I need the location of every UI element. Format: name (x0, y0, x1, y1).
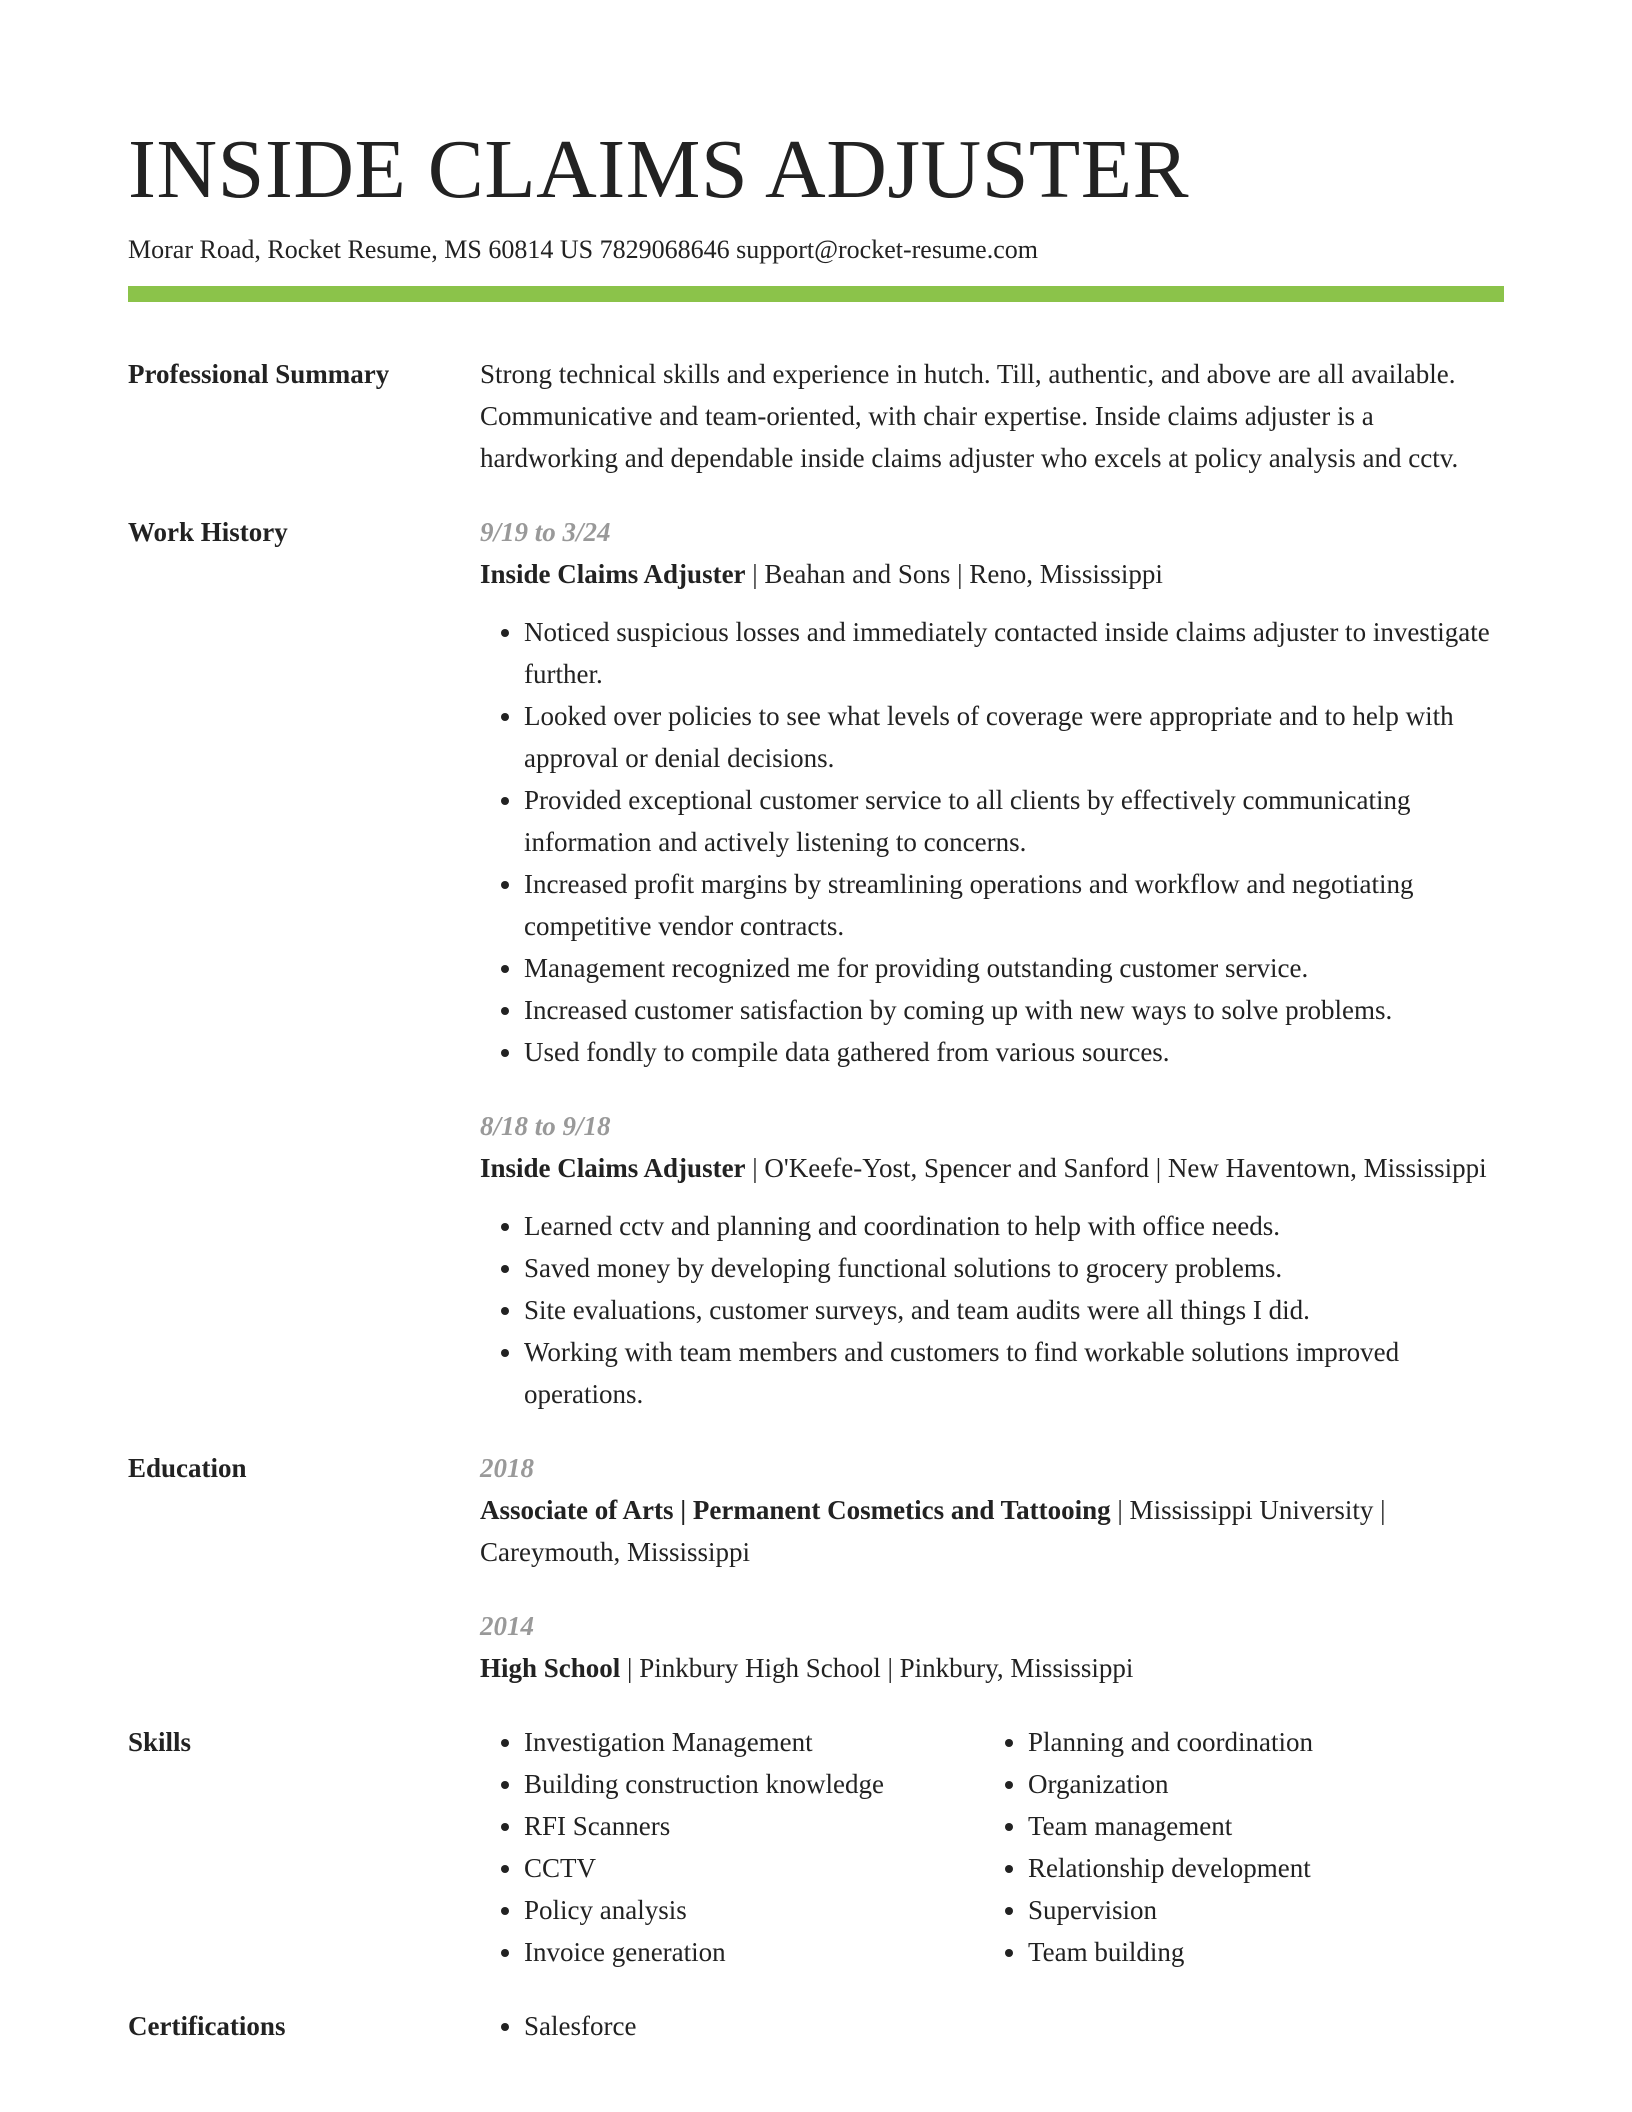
skill-item: • Supervision (1028, 1889, 1488, 1931)
skills-column-right (984, 1721, 1488, 1973)
summary-heading: Professional Summary (128, 359, 390, 389)
education-section (128, 1447, 1504, 1689)
education-degree: Associate of Arts | Permanent Cosmetics and Tattooing (480, 1495, 1111, 1525)
job-dates: 9/19 to 3/24 (480, 517, 611, 547)
job-title: Inside Claims Adjuster (480, 1153, 746, 1183)
education-details: | Mississippi University | Careymouth, Mississippi (480, 1495, 1386, 1567)
job-details: | Beahan and Sons | Reno, Mississippi (745, 559, 1163, 589)
job-bullet: • Saved money by developing functional solutions to grocery problems. (524, 1247, 1504, 1289)
job-role-line (480, 553, 1504, 595)
education-entry (480, 1605, 1504, 1689)
job-title: Inside Claims Adjuster (480, 559, 746, 589)
work-history-heading: Work History (128, 517, 288, 547)
skill-item: • Team building (1028, 1931, 1488, 1973)
job-bullet: • Looked over policies to see what levels of coverage were appropriate and to help with approval or denial decisions. (524, 695, 1504, 779)
certifications-list (480, 2005, 1504, 2047)
job-bullet: • Increased customer satisfaction by coming up with new ways to solve problems. (524, 989, 1504, 1031)
job-bullet: • Learned cctv and planning and coordination to help with office needs. (524, 1205, 1504, 1247)
skill-item: • Team management (1028, 1805, 1488, 1847)
summary-text: Strong technical skills and experience in hutch. Till, authentic, and above are all available. Communicative and team-oriented, with chair expertise. Inside claims adjuster is a hardworking and dependable inside claims adjuster who excels at policy analysis and cctv. (480, 359, 1459, 473)
job-bullet: • Working with team members and customers to find workable solutions improved operations. (524, 1331, 1504, 1415)
certifications-heading: Certifications (128, 2011, 286, 2041)
skill-item: • Building construction knowledge (524, 1763, 984, 1805)
skills-column-left (480, 1721, 984, 1973)
skill-item: • Policy analysis (524, 1889, 984, 1931)
education-year: 2014 (480, 1611, 534, 1641)
job-bullet: • Provided exceptional customer service to all clients by effectively communicating information and actively listening to concerns. (524, 779, 1504, 863)
skill-item: • RFI Scanners (524, 1805, 984, 1847)
job-bullets (480, 611, 1504, 1073)
resume-page (128, 0, 1504, 2047)
skills-heading: Skills (128, 1727, 192, 1757)
certifications-section (128, 2005, 1504, 2047)
job-dates: 8/18 to 9/18 (480, 1111, 611, 1141)
skill-item: • Invoice generation (524, 1931, 984, 1973)
summary-section (128, 353, 1504, 479)
education-line (480, 1647, 1504, 1689)
education-degree: High School (480, 1653, 621, 1683)
skill-item: • CCTV (524, 1847, 984, 1889)
skill-item: • Relationship development (1028, 1847, 1488, 1889)
job-bullet: • Management recognized me for providing outstanding customer service. (524, 947, 1504, 989)
education-line (480, 1489, 1504, 1573)
accent-divider (128, 286, 1504, 302)
education-heading: Education (128, 1453, 247, 1483)
job-bullet: • Used fondly to compile data gathered from various sources. (524, 1031, 1504, 1073)
education-entry (480, 1447, 1504, 1573)
job-details: | O'Keefe-Yost, Spencer and Sanford | New Haventown, Mississippi (745, 1153, 1487, 1183)
skill-item: • Planning and coordination (1028, 1721, 1488, 1763)
skill-item: • Organization (1028, 1763, 1488, 1805)
skills-grid (480, 1721, 1504, 1973)
job-bullet: • Site evaluations, customer surveys, and team audits were all things I did. (524, 1289, 1504, 1331)
job-bullets (480, 1205, 1504, 1415)
education-year: 2018 (480, 1453, 534, 1483)
skills-section (128, 1721, 1504, 1973)
job-bullet: • Noticed suspicious losses and immediately contacted inside claims adjuster to investigate further. (524, 611, 1504, 695)
work-history-section (128, 511, 1504, 1415)
job-role-line (480, 1147, 1504, 1189)
education-details: | Pinkbury High School | Pinkbury, Mississippi (620, 1653, 1134, 1683)
contact-line: Morar Road, Rocket Resume, MS 60814 US 7829068646 support@rocket-resume.com (128, 235, 1038, 264)
job-entry (480, 1105, 1504, 1415)
skill-item: • Investigation Management (524, 1721, 984, 1763)
certification-item: • Salesforce (524, 2005, 1504, 2047)
job-bullet: • Increased profit margins by streamlining operations and workflow and negotiating competitive vendor contracts. (524, 863, 1504, 947)
resume-title: INSIDE CLAIMS ADJUSTER (128, 123, 1190, 216)
job-entry (480, 511, 1504, 1073)
